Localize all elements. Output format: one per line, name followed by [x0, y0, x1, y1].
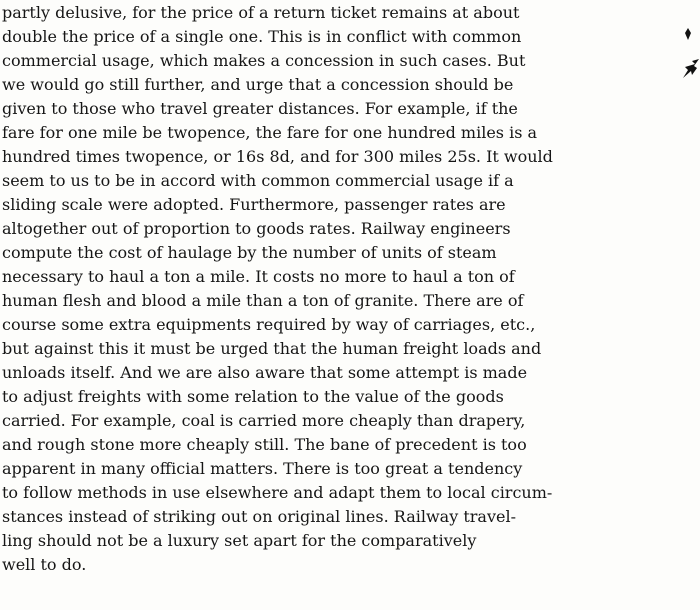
text-line-7: hundred times twopence, or 16s 8d, and for 300 miles 25s. It would [2, 147, 553, 166]
text-line-13: human flesh and blood a mile than a ton of granite. There are of [2, 291, 524, 310]
text-line-15: but against this it must be urged that the human freight loads and [2, 339, 542, 358]
text-line-11: compute the cost of haulage by the number of units of steam [2, 243, 497, 262]
text-line-21: to follow methods in use elsewhere and adapt them to local circum- [2, 483, 553, 502]
text-line-23: ling should not be a luxury set apart for the comparatively [2, 531, 477, 550]
text-line-14: course some extra equipments required by way of carriages, etc., [2, 315, 536, 334]
text-line-5: given to those who travel greater distances. For example, if the [2, 99, 518, 118]
text-line-10: altogether out of proportion to goods rates. Railway engineers [2, 219, 511, 238]
text-line-4: we would go still further, and urge that a concession should be [2, 75, 514, 94]
text-line-8: seem to us to be in accord with common commercial usage if a [2, 171, 514, 190]
text-line-20: apparent in many official matters. There is too great a tendency [2, 459, 523, 478]
text-line-22: stances instead of striking out on original lines. Railway travel- [2, 507, 516, 526]
text-line-18: carried. For example, coal is carried more cheaply than drapery, [2, 411, 526, 430]
text-line-2: double the price of a single one. This is in conflict with common [2, 27, 522, 46]
text-line-1: partly delusive, for the price of a return ticket remains at about [2, 3, 520, 22]
text-line-3: commercial usage, which makes a concession in such cases. But [2, 51, 526, 70]
body-paragraph [2, 1, 678, 577]
text-line-16: unloads itself. And we are also aware that some attempt is made [2, 363, 528, 382]
dot-mark-icon [684, 28, 692, 40]
text-line-9: sliding scale were adopted. Furthermore, passenger rates are [2, 195, 506, 214]
text-line-12: necessary to haul a ton a mile. It costs no more to haul a ton of [2, 267, 515, 286]
text-line-17: to adjust freights with some relation to the value of the goods [2, 387, 504, 406]
text-line-19: and rough stone more cheaply still. The bane of precedent is too [2, 435, 527, 454]
arrow-mark-icon [682, 57, 700, 79]
text-line-24: well to do. [2, 555, 87, 574]
text-line-6: fare for one mile be twopence, the fare for one hundred miles is a [2, 123, 538, 142]
